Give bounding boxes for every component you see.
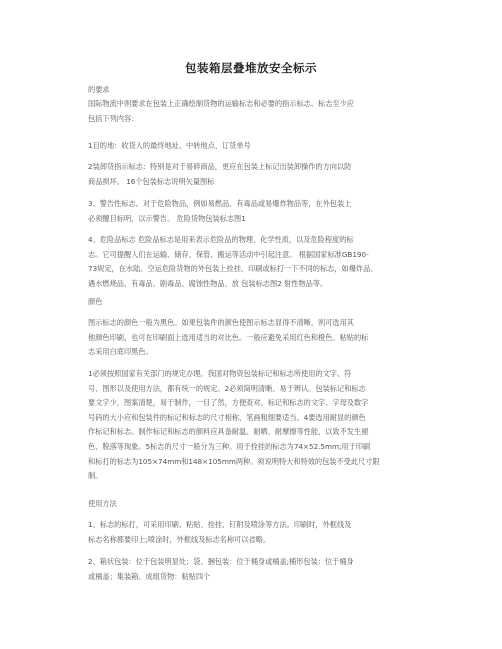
- paragraph-intro: 国际物流中则要求在包装上正确绘制货物的运输标志和必要的指示标志。标志至少应 包括下列内容：: [88, 99, 354, 123]
- paragraph-rules: 1必须按照国家有关部门的规定办理。我国对物资包装标记和标志所使用的文字、符 号、图形以及使用方法，都有统一的规定。2必须简明清晰、易于辨认。包装标记和标志 要文字少，图案清楚，易于制作，一目了然，方便查对。标记和标志的文字、字母及数字 号码的大小应和包装件的标记和标志的尺寸相称，笔画粗细要适当。4要选用耐显的颜色 作标记和标志。制作标记和标志的颜料应具备耐温、耐晒、耐摩擦等性能，以致不发生褪 色、脱落等现象。5标志的尺寸一般分为三种。用于拴挂的标志为74×52.5mm;用于印刷 和标打的标志为105×74mm和148×105mm两种。须说明特大和特效的包装不受此尺寸限 制。: [88, 369, 380, 481]
- document-title: 包装箱层叠堆放安全标示: [185, 61, 317, 75]
- paragraph-color: 图示标志的颜色一般为黑色。如果包装件的颜色使图示标志显得不清晰，则可选用其 他颜色印刷，也可在印刷面上选用适当的对比色。一般应避免采用红色和橙色。粘贴的标 志采用白底印黑色。: [88, 318, 369, 357]
- paragraph-usage-1: 1、标志的标打，可采用印刷、粘贴、拴挂、钉附及喷涂等方法。印刷时，外框线及 标志名称都要印上;喷涂时，外框线及标志名称可以省略。: [88, 520, 352, 544]
- paragraph-usage-2: 2、箱状包装：位于包装明显处；袋、捆包装：位于桶身或桶盖;桶形包装：位于桶身 或桶盖；集装箱、成组货物：粘贴四个: [88, 557, 354, 581]
- paragraph-item-1: 1目的地：收货人的最终地址、中转地点、订货单号: [88, 141, 251, 150]
- paragraph-item-3: 3、警告性标志。对于危险物品，例如易燃品、有毒品或易爆炸物品等，在外包装上 必须醒目标明，以示警告。 危险货物包装标志图1: [88, 199, 352, 223]
- paragraph-requirements-heading: 的要求: [88, 85, 110, 94]
- paragraph-item-2: 2装卸货指示标志：特别是对于易碎商品，更应在包装上标记出装卸操作的方向以防 商品损坏。 16个包装标志说明矢量图标: [88, 162, 352, 186]
- paragraph-item-4: 4、危险品标志 危险品标志是用来表示危险品的物理、化学性质，以及危险程度的标 志。它可提醒人们在运输、储存、保管、搬运等活动中引起注意。 根据国家标准GB190- 73规定，在水陆、空运危险货物的外包装上拴挂、印刷或标打一下不同的标志，如爆炸品、 遇水燃烧品、有毒品、剧毒品、腐蚀性物品、放 包装标志图2 射性物品等。: [88, 235, 378, 288]
- paragraph-usage-heading: 使用方法: [88, 499, 117, 508]
- paragraph-color-heading: 颜色: [88, 297, 103, 306]
